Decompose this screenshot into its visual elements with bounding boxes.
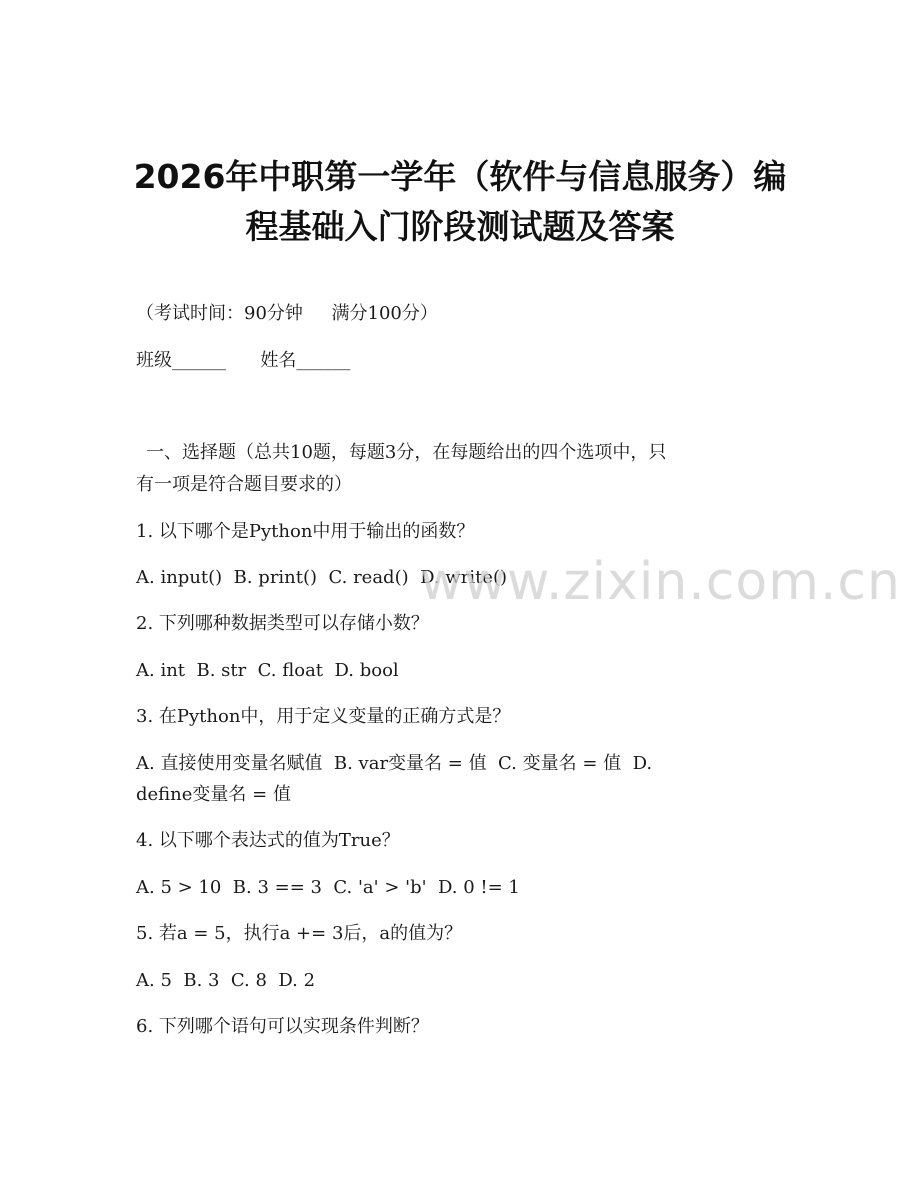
question-3-options-line1: A. 直接使用变量名赋值 B. var变量名 = 值 C. 变量名 = 值 D. — [136, 753, 653, 774]
student-fields: 班级______ 姓名______ — [136, 350, 351, 371]
document-title-line2: 程基础入门阶段测试题及答案 — [245, 207, 675, 246]
question-6-stem: 6. 下列哪个语句可以实现条件判断？ — [136, 1016, 429, 1037]
watermark: www.zixin.com.cn — [420, 552, 901, 612]
document-title-line1: 2026年中职第一学年（软件与信息服务）编 — [133, 157, 787, 196]
question-3-options-line2: define变量名 = 值 — [136, 784, 291, 805]
question-1-stem: 1. 以下哪个是Python中用于输出的函数？ — [136, 521, 475, 542]
question-2-stem: 2. 下列哪种数据类型可以存储小数？ — [136, 613, 429, 634]
question-5-stem: 5. 若a = 5，执行a += 3后，a的值为？ — [136, 923, 463, 944]
question-3-stem: 3. 在Python中，用于定义变量的正确方式是？ — [136, 706, 511, 727]
question-4-stem: 4. 以下哪个表达式的值为True？ — [136, 830, 400, 851]
section-heading-line1: 一、选择题（总共10题，每题3分，在每题给出的四个选项中，只 — [146, 442, 667, 463]
section-heading-line2: 有一项是符合题目要求的） — [136, 474, 352, 495]
question-2-options: A. int B. str C. float D. bool — [136, 660, 399, 681]
exam-info: （考试时间：90分钟 满分100分） — [136, 303, 438, 324]
question-5-options: A. 5 B. 3 C. 8 D. 2 — [136, 970, 316, 991]
question-1-options: A. input() B. print() C. read() D. write() — [136, 567, 508, 588]
question-4-options: A. 5 > 10 B. 3 == 3 C. 'a' > 'b' D. 0 != 1 — [136, 877, 520, 898]
